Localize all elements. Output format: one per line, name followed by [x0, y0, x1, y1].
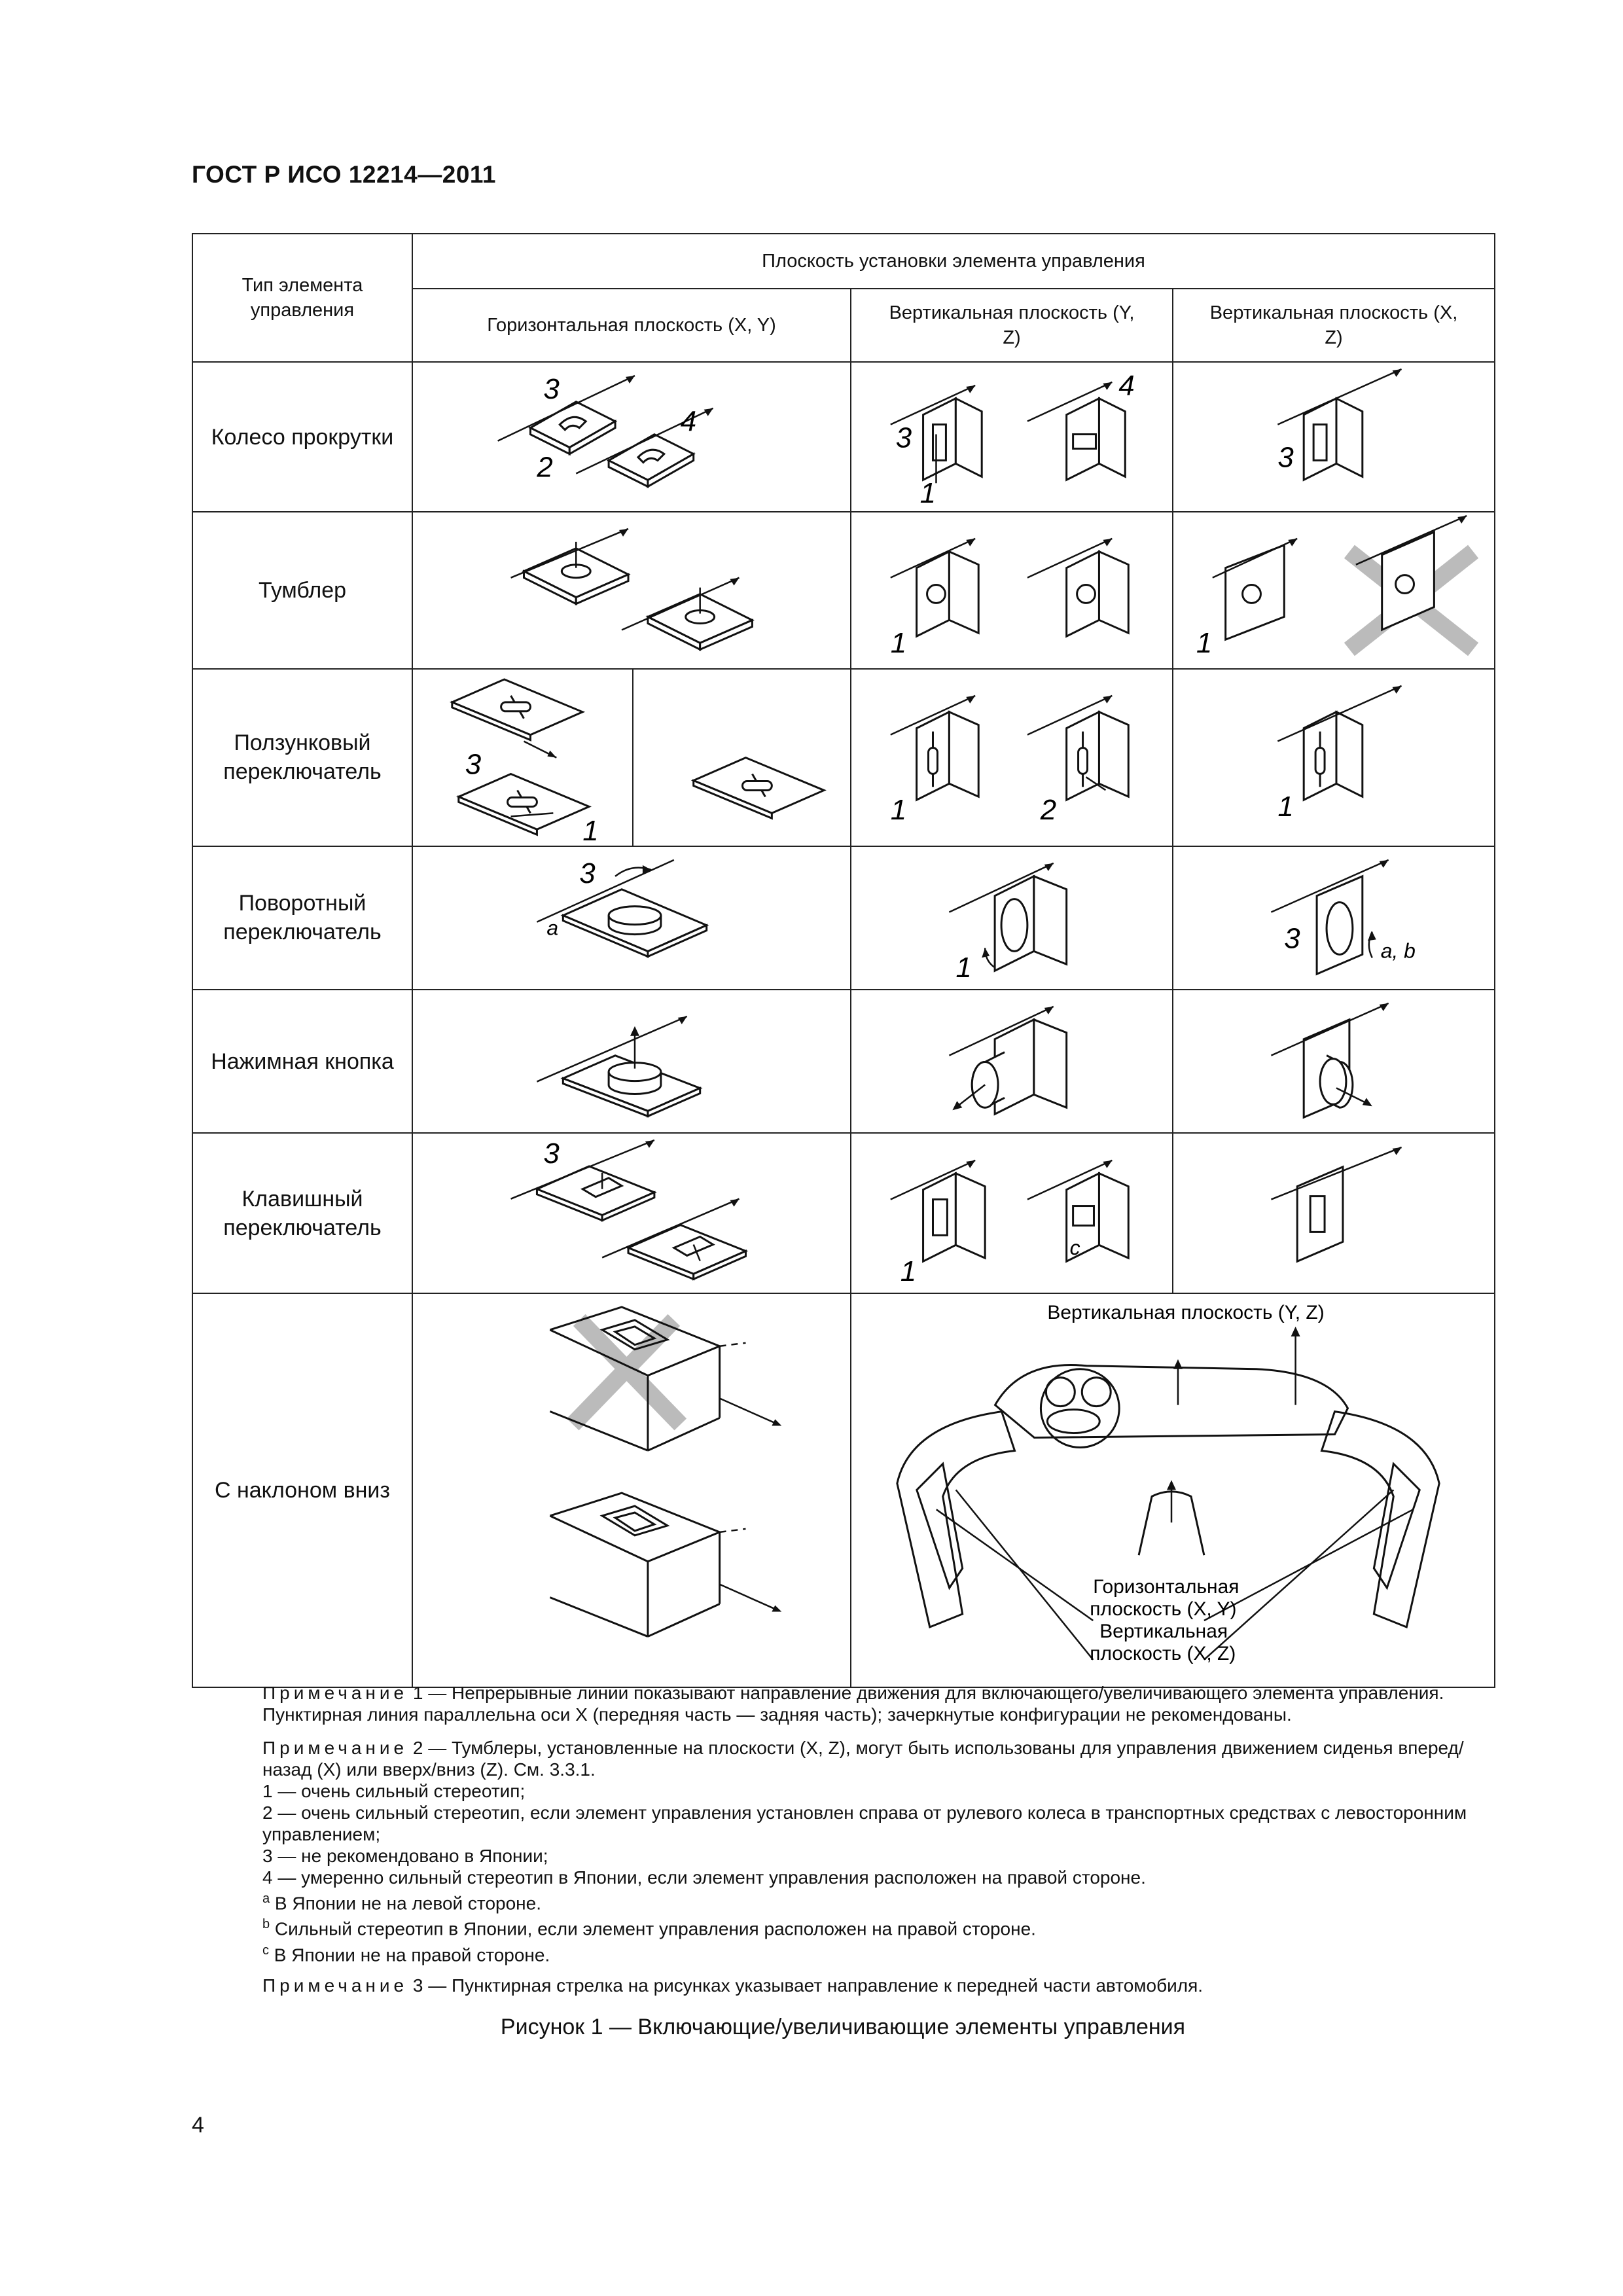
page-number: 4: [192, 2113, 204, 2138]
label-vertical-xz-1: Вертикальная: [1099, 1620, 1228, 1642]
scroll-wheel-vertical-xz-drawing: [1173, 363, 1494, 511]
note3-text: 3 — Пунктирная стрелка на рисунках указывает направление к передней части автомобиля.: [408, 1975, 1204, 1996]
callout-1: 1: [900, 1255, 917, 1287]
slider-horizontal-drawing: [413, 670, 850, 846]
row-label-scroll-wheel: Колесо прокрутки: [192, 362, 412, 512]
row-label-tilted: С наклоном вниз: [192, 1293, 412, 1687]
footnote-b: $^b$ Сильный стереотип в Японии, если элемент управления расположен на правой стороне.: [262, 1917, 1036, 1939]
cell-rocker-vertical-yz: [851, 1133, 1173, 1293]
cell-scroll-vertical-xz: [1173, 362, 1495, 512]
callout-3: 3: [543, 1138, 560, 1170]
cell-slider-vertical-xz: [1173, 669, 1495, 846]
callout-2: 2: [1040, 793, 1057, 826]
cell-rocker-vertical-xz: [1173, 1133, 1495, 1293]
rotary-vertical-yz-drawing: [851, 847, 1172, 989]
cell-rotary-horizontal: [412, 846, 851, 990]
cell-scroll-horizontal: [412, 362, 851, 512]
callout-1: 1: [890, 627, 907, 660]
cell-push-vertical-yz: [851, 990, 1173, 1133]
label-horizontal-1: Горизонтальная: [1093, 1575, 1240, 1598]
figure-table: [192, 233, 1495, 1688]
callout-c: c: [1069, 1235, 1080, 1259]
cell-toggle-horizontal: [412, 512, 851, 668]
callout-3: 3: [1284, 922, 1300, 955]
header-horizontal: Горизонтальная плоскость (X, Y): [412, 289, 851, 362]
cell-car-interior: [851, 1293, 1495, 1687]
callout-1: 1: [919, 477, 936, 510]
scroll-wheel-vertical-yz-drawing: [851, 363, 1172, 511]
note2-text: 2 — Тумблеры, установленные на плоскости (X, Z), могут быть использованы для управления движением сиденья вперед/назад (X) или вверх/вниз (Z). См. 3.3.1.: [262, 1738, 1464, 1780]
rotary-horizontal-drawing: [413, 847, 850, 989]
slider-vertical-xz-drawing: [1173, 670, 1494, 846]
label-horizontal-2: плоскость (X, Y): [1090, 1598, 1237, 1620]
scroll-wheel-horizontal-drawing: [413, 363, 850, 511]
callout-3: 3: [465, 748, 482, 781]
footnote-c: $^c$ В Японии не на правой стороне.: [262, 1943, 550, 1965]
note2-label: Примечание: [262, 1738, 408, 1758]
cell-divider: [632, 670, 633, 846]
note-item-1: 1 — очень сильный стереотип;: [262, 1781, 526, 1801]
push-button-horizontal-drawing: [413, 990, 850, 1132]
rotary-vertical-xz-drawing: [1173, 847, 1494, 989]
callout-2: 2: [537, 451, 553, 484]
rocker-vertical-yz-drawing: [851, 1134, 1172, 1293]
callout-3: 3: [1277, 441, 1294, 474]
row-label-rotary: Поворотный переключатель: [192, 846, 412, 990]
label-vertical-yz: Вертикальная плоскость (Y, Z): [1047, 1301, 1325, 1323]
callout-1: 1: [1196, 627, 1213, 660]
cell-rotary-vertical-yz: [851, 846, 1173, 990]
rocker-vertical-xz-drawing: [1173, 1134, 1494, 1293]
header-plane: Плоскость установки элемента управления: [412, 234, 1495, 289]
callout-3: 3: [579, 857, 596, 889]
callout-a-b: a, b: [1380, 939, 1416, 963]
header-vertical-yz: Вертикальная плоскость (Y, Z): [851, 289, 1173, 362]
note-item-2: 2 — очень сильный стереотип, если элемент управления установлен справа от рулевого колеса в транспортных средствах с левосторонним управлением;: [262, 1803, 1467, 1844]
callout-a: a: [546, 916, 559, 940]
cell-rocker-horizontal: [412, 1133, 851, 1293]
cell-slider-horizontal: [412, 669, 851, 846]
figure-caption: Рисунок 1 — Включающие/увеличивающие элементы управления: [500, 2015, 1186, 2039]
callout-1: 1: [890, 793, 907, 826]
cell-slider-vertical-yz: [851, 669, 1173, 846]
header-vertical-xz: Вертикальная плоскость (X, Z): [1173, 289, 1495, 362]
row-label-push-button: Нажимная кнопка: [192, 990, 412, 1133]
rocker-horizontal-drawing: [413, 1134, 850, 1292]
callout-1: 1: [1277, 790, 1294, 823]
callout-1: 1: [582, 814, 599, 846]
callout-4: 4: [680, 405, 697, 438]
label-vertical-xz-2: плоскость (X, Z): [1090, 1642, 1236, 1664]
callout-1: 1: [955, 952, 972, 984]
cell-rotary-vertical-xz: [1173, 846, 1495, 990]
cell-push-vertical-xz: [1173, 990, 1495, 1133]
slider-vertical-yz-drawing: [851, 670, 1172, 846]
note1-label: Примечание: [262, 1683, 408, 1703]
callout-3: 3: [895, 422, 912, 454]
row-label-toggle: Тумблер: [192, 512, 412, 668]
cell-toggle-vertical-yz: [851, 512, 1173, 668]
header-type: Тип элемента управления: [192, 234, 412, 362]
note1-text: 1 — Непрерывные линии показывают направление движения для включающего/увеличивающего элемента управления. Пунктирная линия параллельна оси X (передняя часть — задняя часть); зачеркнутые конфигурации не рекомендованы.: [262, 1683, 1444, 1725]
note3-label: Примечание: [262, 1975, 408, 1996]
cell-toggle-vertical-xz: [1173, 512, 1495, 668]
footnote-a: $^a$ В Японии не на левой стороне.: [262, 1892, 541, 1914]
push-button-vertical-yz-drawing: [851, 990, 1172, 1132]
cell-tilted-drawings: [412, 1293, 851, 1687]
toggle-horizontal-drawing: [413, 512, 850, 668]
document-header: ГОСТ Р ИСО 12214—2011: [192, 161, 497, 188]
car-interior-drawing: [851, 1294, 1494, 1687]
row-label-slider: Ползунковый переключатель: [192, 669, 412, 846]
note-item-4: 4 — умеренно сильный стереотип в Японии, если элемент управления расположен на правой стороне.: [262, 1867, 1146, 1888]
toggle-vertical-xz-drawing: [1173, 512, 1494, 668]
tilted-console-drawing: [413, 1294, 850, 1686]
push-button-vertical-xz-drawing: [1173, 990, 1494, 1132]
cell-scroll-vertical-yz: [851, 362, 1173, 512]
notes-section: [192, 1682, 1494, 1996]
callout-3: 3: [543, 372, 560, 405]
cell-push-horizontal: [412, 990, 851, 1133]
note-item-3: 3 — не рекомендовано в Японии;: [262, 1846, 548, 1866]
callout-4: 4: [1118, 369, 1135, 402]
toggle-vertical-yz-drawing: [851, 512, 1172, 668]
row-label-rocker: Клавишный переключатель: [192, 1133, 412, 1293]
